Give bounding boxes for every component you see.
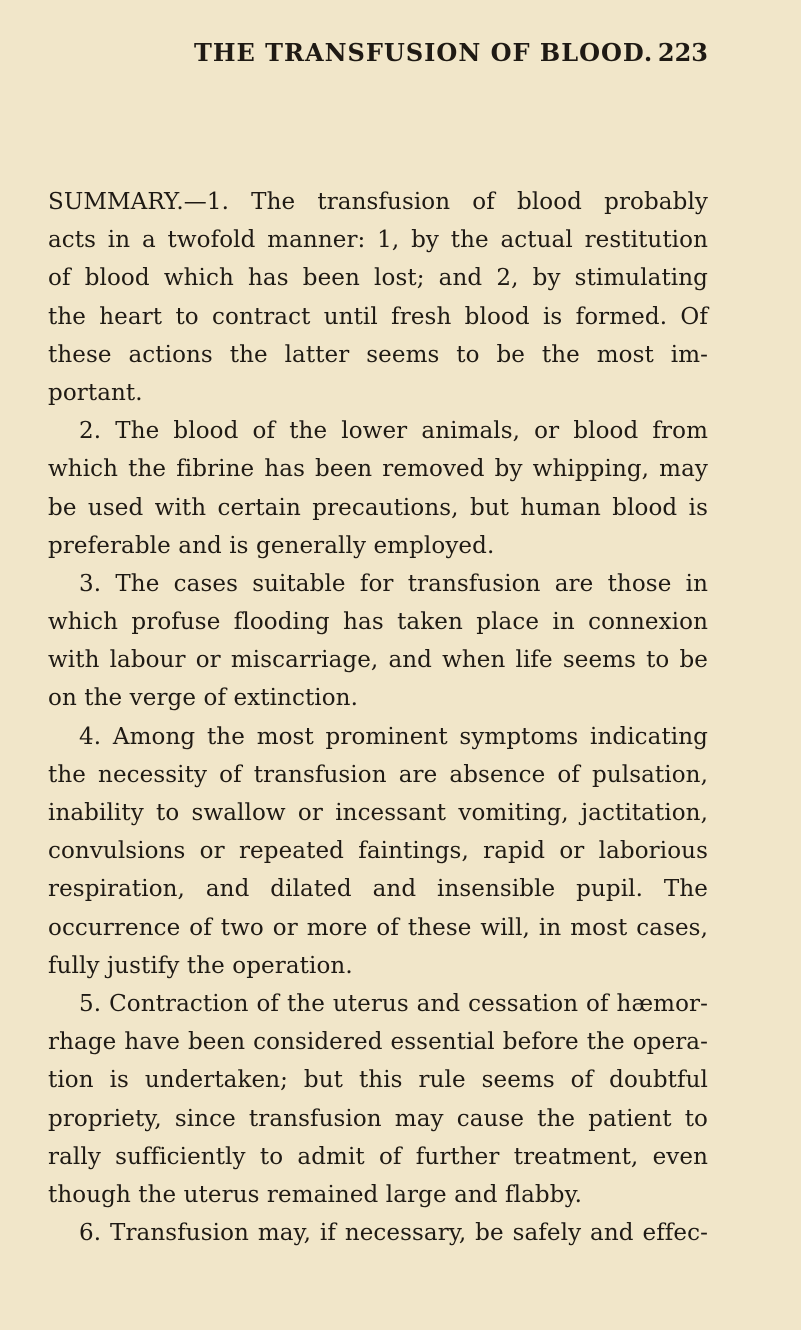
text-line-2: acts in a twofold manner: 1, by the actual restitution [48,227,708,254]
text-line-23: rhage have been considered essential before the opera- [48,1029,708,1056]
summary-text [48,183,708,1252]
text-line-5: these actions the latter seems to be the most im- [48,341,708,368]
text-line-4: the heart to contract until fresh blood is formed. Of [48,303,708,330]
text-line-7: 2. The blood of the lower animals, or blood from [79,418,708,445]
text-line-20: occurrence of two or more of these will, in most cases, [48,914,708,941]
text-line-25: propriety, since transfusion may cause the patient to [48,1105,708,1132]
text-line-27: though the uterus remained large and flabby. [48,1181,583,1208]
text-line-3: of blood which has been lost; and 2, by stimulating [48,265,708,292]
text-line-26: rally sufficiently to admit of further treatment, even [48,1143,708,1170]
text-line-6: portant. [48,379,143,406]
text-line-13: with labour or miscarriage, and when life seems to be [48,647,708,674]
text-line-17: inability to swallow or incessant vomiting, jactitation, [48,800,708,826]
page-header [48,38,708,78]
text-line-11: 3. The cases suitable for transfusion are those in [79,570,708,597]
text-line-21: fully justify the operation. [48,952,353,979]
text-line-10: preferable and is generally employed. [48,532,495,559]
text-line-18: convulsions or repeated faintings, rapid or laborious [48,838,708,865]
running-title: THE TRANSFUSION OF BLOOD. [194,38,654,67]
text-line-19: respiration, and dilated and insensible pupil. The [48,876,708,903]
text-line-15: 4. Among the most prominent symptoms indicating [79,723,708,750]
text-line-14: on the verge of extinction. [48,685,359,712]
text-line-24: tion is undertaken; but this rule seems of doubtful [48,1067,708,1094]
text-line-8: which the fibrine has been removed by whipping, may [48,456,708,483]
text-line-22: 5. Contraction of the uterus and cessation of hæmor- [79,990,708,1017]
text-line-12: which profuse flooding has taken place in connexion [48,609,708,636]
text-line-1: SUMMARY.—1. The transfusion of blood probably [48,189,708,215]
text-line-28: 6. Transfusion may, if necessary, be safely and effec- [79,1220,708,1247]
text-line-9: be used with certain precautions, but human blood is [48,494,708,521]
page-number: 223 [657,38,708,67]
text-line-16: the necessity of transfusion are absence of pulsation, [48,761,708,788]
